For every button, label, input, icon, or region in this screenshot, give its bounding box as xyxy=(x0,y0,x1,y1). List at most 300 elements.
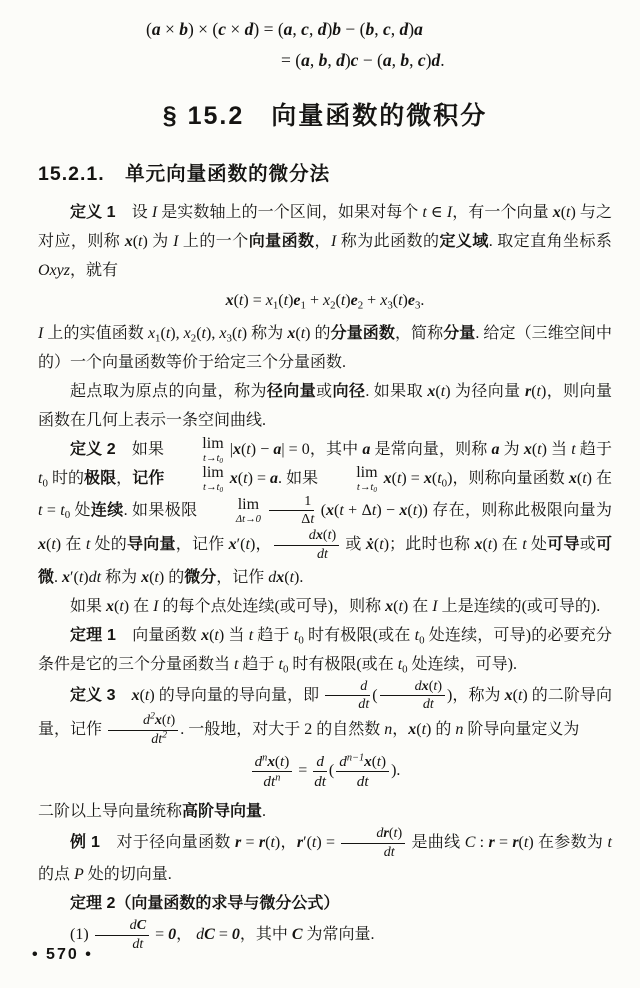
text-run: 二阶以上导向量统称 xyxy=(38,802,183,820)
text-run: ( xyxy=(576,470,583,488)
text-run: x xyxy=(141,568,150,586)
text-run: t xyxy=(201,324,206,342)
text-run: d xyxy=(254,752,263,770)
text-run: c xyxy=(301,19,309,39)
text-run: 1 xyxy=(272,299,279,312)
text-run: x xyxy=(322,292,331,309)
text-run: t xyxy=(440,382,446,400)
text-run: 是常向量，则称 xyxy=(370,440,492,458)
text-run: t xyxy=(243,470,248,488)
page-content xyxy=(38,198,612,953)
fraction xyxy=(274,528,339,563)
text-run: t xyxy=(536,382,541,400)
text-run: ) xyxy=(288,292,294,309)
text-run: x xyxy=(315,527,323,544)
text-run: ( xyxy=(482,536,488,554)
display-formula xyxy=(38,753,612,790)
text-run: ) xyxy=(381,752,387,770)
text-run: (1) xyxy=(70,926,93,944)
text-run: 定义 2 xyxy=(70,440,116,458)
formula-line-1 xyxy=(146,14,612,45)
text-run: ( xyxy=(278,292,284,309)
text-run: lim xyxy=(202,434,224,452)
text-run: ) xyxy=(402,292,408,309)
text-run: c xyxy=(417,50,426,70)
text-run: x xyxy=(154,712,162,729)
text-run: d xyxy=(339,752,347,770)
text-run: . 一般地，对大于 2 的自然数 xyxy=(180,721,385,739)
text-run: )，称为 xyxy=(447,686,505,704)
text-run: 阶导向量定义为 xyxy=(463,721,580,739)
text-run: t xyxy=(279,752,285,770)
text-run: lim xyxy=(356,464,378,482)
text-run: I xyxy=(173,233,179,250)
text-run: d xyxy=(196,926,205,944)
text-run: t xyxy=(245,536,250,554)
text-run: . xyxy=(420,292,425,309)
text-run: ( xyxy=(295,324,301,342)
text-run: ) 在 xyxy=(55,536,86,554)
text-run: x xyxy=(201,626,210,644)
text-run: × xyxy=(160,19,180,39)
text-run: ( xyxy=(512,686,518,704)
text-run: ( xyxy=(265,833,271,851)
text-run: ) 为径向量 xyxy=(445,382,525,400)
text-run: d xyxy=(129,917,137,934)
text-run: x xyxy=(427,382,436,400)
text-run: d xyxy=(317,19,327,39)
fraction xyxy=(95,918,149,953)
text-run: t xyxy=(566,204,571,221)
text-run: t xyxy=(582,470,587,488)
text-run: d xyxy=(336,50,345,70)
text-run: ( xyxy=(316,501,327,519)
text-run: t xyxy=(38,501,43,519)
text-run: a xyxy=(301,50,310,70)
text-run: t xyxy=(310,511,315,528)
text-run: n xyxy=(262,752,268,764)
text-run: 或 xyxy=(316,382,333,400)
text-run: t xyxy=(376,752,382,770)
text-run: ( xyxy=(139,686,145,704)
text-run: x xyxy=(219,324,227,342)
text-run: x xyxy=(552,204,561,221)
text-run: ( xyxy=(393,597,399,615)
text-run: t xyxy=(246,440,251,458)
text-run: 时的 xyxy=(47,470,85,488)
text-run: . 如果取 xyxy=(365,382,428,400)
paragraph xyxy=(38,889,612,918)
text-run: ) xyxy=(344,50,351,70)
text-run: | = 0，其中 xyxy=(281,440,363,458)
text-run: ) xyxy=(170,712,176,729)
text-run: 向量函数 xyxy=(115,626,202,644)
text-run: n xyxy=(455,721,464,739)
text-run: x xyxy=(38,536,46,554)
text-run: t xyxy=(396,470,402,488)
text-run: Oxyz xyxy=(38,262,70,279)
text-run: r xyxy=(235,833,242,851)
text-run: 如果 xyxy=(115,440,169,458)
text-run: I xyxy=(151,204,158,221)
text-run: 高阶导向量 xyxy=(182,802,263,820)
text-run: 3 xyxy=(387,299,393,312)
text-run: x xyxy=(568,470,577,488)
text-run: ′( xyxy=(70,568,79,586)
text-run: I xyxy=(330,233,337,250)
text-run: t xyxy=(85,536,91,554)
text-run: ( xyxy=(435,382,441,400)
text-run: → xyxy=(205,482,217,494)
text-run: 微分 xyxy=(184,568,217,586)
text-run: t xyxy=(397,655,403,673)
paragraph xyxy=(38,198,612,285)
text-run: C xyxy=(136,917,147,934)
text-run: t xyxy=(421,721,427,739)
text-run: t xyxy=(289,568,295,586)
text-run: ) 的二阶导向量，记作 xyxy=(38,686,612,739)
text-run: . xyxy=(262,802,267,820)
text-run: 2 xyxy=(150,710,155,722)
text-run: 向量函数 xyxy=(248,233,315,250)
fraction xyxy=(325,679,370,714)
paragraph xyxy=(38,826,612,890)
text-run: P xyxy=(74,866,84,884)
text-run: 2 xyxy=(357,299,364,312)
text-run: ) 的 xyxy=(426,721,456,739)
text-run: ) × ( xyxy=(187,19,219,39)
text-run: t xyxy=(144,686,150,704)
paragraph xyxy=(38,797,612,826)
text-run: 称为此函数的 xyxy=(336,233,440,250)
text-run: t xyxy=(340,292,346,309)
text-run: Δ xyxy=(235,513,243,525)
text-run: , xyxy=(327,50,337,70)
text-run: = xyxy=(42,501,61,519)
text-run: ( xyxy=(209,626,215,644)
text-run: 0 xyxy=(64,508,71,521)
text-run: x xyxy=(229,470,238,488)
text-run: t xyxy=(523,833,529,851)
text-run: 上的实值函数 xyxy=(43,324,148,342)
text-run: = xyxy=(494,833,513,851)
text-run: t xyxy=(371,501,377,519)
paragraph xyxy=(38,592,612,621)
text-run: x xyxy=(267,752,275,770)
text-run: 称为 xyxy=(101,568,142,586)
text-run: t xyxy=(422,204,427,221)
text-run: ， xyxy=(392,721,409,739)
text-run: r xyxy=(524,382,532,400)
text-run: ( xyxy=(149,568,155,586)
text-run: a xyxy=(491,440,500,458)
text-run: 0 xyxy=(441,477,448,490)
text-run: + Δ xyxy=(343,501,372,519)
text-run: ( xyxy=(237,470,244,488)
text-run: lim xyxy=(202,464,224,482)
text-run: d xyxy=(414,677,422,694)
text-run: t xyxy=(522,536,527,554)
text-run: 0 xyxy=(419,633,425,646)
text-run: 为常向量. xyxy=(302,926,375,944)
text-run: a xyxy=(382,50,392,70)
text-run: . xyxy=(54,568,63,586)
text-run: 是曲线 xyxy=(407,833,465,851)
paragraph xyxy=(38,679,612,748)
text-run: 0 xyxy=(42,477,48,490)
text-run: x xyxy=(385,597,394,615)
text-run: dt xyxy=(422,696,434,713)
text-run: t xyxy=(216,482,220,494)
text-run: t xyxy=(370,482,374,494)
text-run: e xyxy=(293,292,301,309)
text-run: ，就有 xyxy=(69,262,118,279)
text-run: 0 xyxy=(168,926,177,944)
text-run: e xyxy=(407,292,415,309)
text-run: 时有极限(或在 xyxy=(303,626,415,644)
text-run: t xyxy=(51,536,56,554)
text-run: d xyxy=(244,19,254,39)
text-run: ) 的 xyxy=(305,324,331,342)
text-run: . 如果 xyxy=(278,470,323,488)
paragraph xyxy=(38,319,612,377)
text-run: t xyxy=(270,833,275,851)
text-run: t xyxy=(154,568,159,586)
text-run: | xyxy=(225,440,233,458)
text-run: c xyxy=(218,19,227,39)
text-run: dt xyxy=(358,696,370,713)
text-run: ( xyxy=(284,568,290,586)
text-run: x xyxy=(228,536,237,554)
text-run: ) xyxy=(83,568,89,586)
text-run: t xyxy=(487,536,493,554)
text-run: → xyxy=(205,452,217,464)
text-run: r xyxy=(488,833,495,851)
text-run: ( xyxy=(431,470,438,488)
text-run: 上是连续的(或可导的). xyxy=(437,597,601,615)
paragraph xyxy=(38,377,612,435)
text-run: t xyxy=(216,452,220,464)
text-run: 趋于 xyxy=(238,655,279,673)
text-run: 为 xyxy=(499,440,524,458)
text-run: 对于径向量函数 xyxy=(99,833,235,851)
text-run: ẋ xyxy=(365,536,374,554)
text-run: x xyxy=(523,440,532,458)
text-run: 可导 xyxy=(547,536,580,554)
text-run: ) = xyxy=(247,470,271,488)
text-run: dt xyxy=(263,772,276,790)
text-run: x xyxy=(380,292,388,309)
text-run: 处 xyxy=(70,501,91,519)
text-run: n−1 xyxy=(346,752,365,764)
text-run: 趋于 xyxy=(575,440,612,458)
text-run: ), xyxy=(206,324,220,342)
text-run: t xyxy=(78,568,84,586)
text-run: 向径 xyxy=(332,382,366,400)
text-run xyxy=(164,470,168,487)
text-run: 时有极限(或在 xyxy=(288,655,398,673)
text-run: b xyxy=(400,50,410,70)
text-run: ) = xyxy=(401,470,424,488)
text-run: ) − xyxy=(250,440,274,458)
text-run: 3 xyxy=(226,331,232,344)
text-run: ，记作 xyxy=(175,536,229,554)
text-run: . 给定（三维空间中的）一个向量函数等价于给定三个分量函数. xyxy=(38,324,612,371)
page-number: • 570 • xyxy=(32,946,93,963)
text-run: ) 在 xyxy=(402,597,433,615)
text-run: 设 xyxy=(115,204,152,221)
text-run: t xyxy=(234,655,239,673)
text-run: ( xyxy=(407,501,413,519)
text-run: ( xyxy=(392,292,399,309)
text-run: t xyxy=(38,470,43,488)
text-run: )) 存在，则称此极限向量为 xyxy=(417,501,612,519)
text-run: x xyxy=(408,721,417,739)
text-run: d xyxy=(399,19,409,39)
display-formula xyxy=(38,290,612,312)
text-run: ，记作 xyxy=(216,568,269,586)
text-run: 1 xyxy=(300,299,306,312)
text-run: ) 在 xyxy=(492,536,523,554)
text-run: dt xyxy=(314,772,327,790)
text-run: 可微 xyxy=(38,536,612,586)
text-run: ) − xyxy=(376,501,400,519)
text-run: ( xyxy=(531,382,537,400)
text-run: dt xyxy=(132,936,144,953)
text-run: ( xyxy=(46,536,52,554)
text-run: ) xyxy=(408,19,415,39)
text-run: a xyxy=(151,19,161,39)
text-run: ( xyxy=(428,677,434,694)
text-run: a xyxy=(273,440,282,458)
text-run: t xyxy=(119,597,124,615)
text-run: 例 1 xyxy=(70,833,100,851)
text-run: x xyxy=(232,440,241,458)
text-run: ( xyxy=(531,440,538,458)
text-run: ) 在参数为 xyxy=(528,833,608,851)
text-run: 起点取为原点的向量，称为 xyxy=(70,382,267,400)
text-run: . xyxy=(440,50,445,70)
text-run: ( xyxy=(196,324,202,342)
text-run: e xyxy=(350,292,358,309)
text-run: 上的一个 xyxy=(178,233,249,250)
text-run: ) xyxy=(345,292,351,309)
text-run: dt xyxy=(88,568,102,586)
text-run: r xyxy=(512,833,519,851)
text-run: ( xyxy=(372,686,378,704)
text-run: x xyxy=(287,324,296,342)
text-run: Δ xyxy=(301,511,311,528)
text-run: x xyxy=(183,324,191,342)
text-run: ) = xyxy=(316,833,340,851)
text-run: 或 xyxy=(341,536,366,554)
text-run: ∈ xyxy=(426,204,447,221)
text-run: ( xyxy=(274,752,280,770)
text-run: 是实数轴上的一个区间，如果对每个 xyxy=(157,204,423,221)
text-run: t xyxy=(327,527,332,544)
text-run: ( xyxy=(328,761,335,779)
text-run: 定理 1 xyxy=(70,626,116,644)
fraction xyxy=(380,679,445,714)
text-run: t xyxy=(537,440,542,458)
text-run: 分量函数 xyxy=(330,324,395,342)
text-run: ) xyxy=(284,752,290,770)
text-run: c xyxy=(382,19,391,39)
text-run: ( xyxy=(233,292,239,309)
limit-operator xyxy=(324,465,377,493)
text-run: ， xyxy=(314,233,331,250)
text-run: 的每个点处连续(或可导)，则称 xyxy=(158,597,386,615)
text-run: t xyxy=(278,655,283,673)
text-run: ) xyxy=(437,677,443,694)
text-run: I xyxy=(432,597,438,615)
text-run: 如果 xyxy=(70,597,107,615)
text-run: t xyxy=(412,501,418,519)
text-run: 处连续，可导). xyxy=(407,655,517,673)
text-run: = xyxy=(214,926,232,944)
text-run: 0 xyxy=(298,633,304,646)
text-run: ) 在 xyxy=(586,470,613,488)
text-run: b xyxy=(179,19,188,39)
subsection-title: 15.2.1. 单元向量函数的微分法 xyxy=(38,163,331,185)
text-run: →0 xyxy=(245,513,261,525)
text-run: n xyxy=(384,721,393,739)
text-run: , xyxy=(292,19,302,39)
text-run: 定义 3 xyxy=(70,686,116,704)
text-run: ) = ( xyxy=(253,19,284,39)
text-run: x xyxy=(147,324,156,342)
text-run: ( xyxy=(146,19,152,39)
text-run: I xyxy=(446,204,453,221)
text-run: ) 的 xyxy=(158,568,185,586)
text-run: 0 xyxy=(219,456,223,465)
text-run: 0 xyxy=(402,662,408,675)
text-run: )， xyxy=(249,536,272,554)
section-title: § 15.2 向量函数的微积分 xyxy=(162,102,488,130)
text-run: d xyxy=(268,568,277,586)
text-run: d xyxy=(308,527,316,544)
text-run: t xyxy=(237,324,242,342)
text-run: t xyxy=(242,513,246,525)
text-run: ( xyxy=(322,527,328,544)
text-run: t xyxy=(248,626,254,644)
text-run: − ( xyxy=(358,50,383,70)
text-run: x xyxy=(62,568,71,586)
text-run: t xyxy=(311,833,317,851)
text-run: ( xyxy=(371,752,377,770)
text-run: ′( xyxy=(236,536,246,554)
text-run: 趋于 xyxy=(253,626,294,644)
text-run: t xyxy=(202,452,206,464)
text-run: C xyxy=(204,926,215,944)
text-run: a xyxy=(270,470,279,488)
text-run: lim xyxy=(237,495,260,513)
text-run: )，则向量函数在几何上表示一条空间曲线. xyxy=(38,382,612,429)
limit-operator xyxy=(204,497,261,525)
text-run: r xyxy=(258,833,266,851)
text-run: )，则称向量函数 xyxy=(447,470,569,488)
text-run: ) xyxy=(397,824,403,841)
text-run: a xyxy=(414,19,423,39)
text-run: x xyxy=(504,686,513,704)
text-run: dt xyxy=(383,843,395,860)
text-run: t xyxy=(571,440,576,458)
text-run: dt xyxy=(317,545,328,562)
text-run: ) 当 xyxy=(541,440,572,458)
text-run: t xyxy=(165,324,171,342)
text-run: ) 为 xyxy=(142,233,174,250)
text-run: 处的切向量. xyxy=(83,866,172,884)
